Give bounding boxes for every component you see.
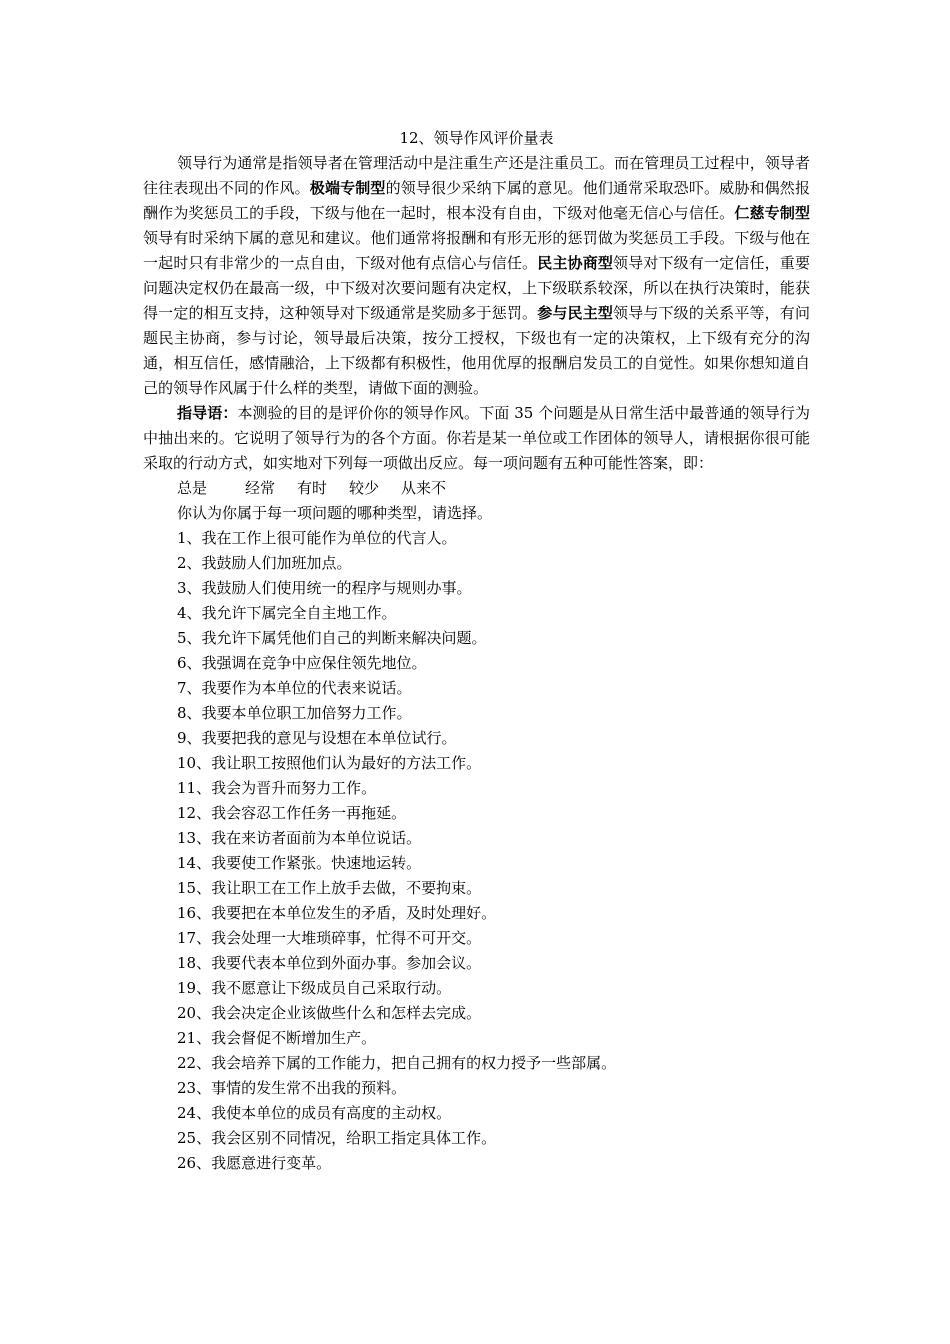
question-item: 7、我要作为本单位的代表来说话。 <box>177 679 412 697</box>
question-item: 19、我不愿意让下级成员自己采取行动。 <box>177 979 452 997</box>
question-item: 11、我会为晋升而努力工作。 <box>177 779 377 797</box>
intro-text-2: 的领导很少采纳下属的意见。他们通常采取恐吓。威胁和偶然报酬作为奖惩员工的手段，下级与他在一起时，根本没有自由，下级对他毫无信心与信任。 <box>143 179 810 222</box>
question-item: 15、我让职工在工作上放手去做，不要拘束。 <box>177 879 482 897</box>
question-item: 18、我要代表本单位到外面办事。参加会议。 <box>177 954 482 972</box>
question-list <box>143 526 810 1176</box>
question-item: 8、我要本单位职工加倍努力工作。 <box>177 704 412 722</box>
question-item: 10、我让职工按照他们认为最好的方法工作。 <box>177 754 482 772</box>
option-always: 总是 <box>177 479 208 497</box>
document-page <box>143 126 810 1176</box>
instructions-text: 本测验的目的是评价你的领导作风。下面 35 个问题是从日常生活中最普通的领导行为中抽出来的。它说明了领导行为的各个方面。你若是某一单位或工作团体的领导人，请根据你很可能采取的行动方式，如实地对下列每一项做出反应。每一项问题有五种可能性答案，即： <box>143 404 810 472</box>
intro-paragraph <box>143 151 810 401</box>
question-item: 3、我鼓励人们使用统一的程序与规则办事。 <box>177 579 472 597</box>
option-seldom: 较少 <box>349 479 380 497</box>
question-item: 24、我使本单位的成员有高度的主动权。 <box>177 1104 452 1122</box>
style-term-participative-democratic: 参与民主型 <box>537 304 614 322</box>
question-item: 14、我要使工作紧张。快速地运转。 <box>177 854 422 872</box>
question-item: 16、我要把在本单位发生的矛盾，及时处理好。 <box>177 904 497 922</box>
intro-text-5: 领导与下级的关系平等，有问题民主协商，参与讨论，领导最后决策，按分工授权，下级也有一定的决策权，上下级有充分的沟通，相互信任，感情融洽，上下级都有积极性，他用优厚的报酬启发员工的自觉性。如果你想知道自己的领导作风属于什么样的类型，请做下面的测验。 <box>143 304 810 397</box>
question-item: 12、我会容忍工作任务一再拖延。 <box>177 804 407 822</box>
question-item: 5、我允许下属凭他们自己的判断来解决问题。 <box>177 629 487 647</box>
question-item: 6、我强调在竞争中应保住领先地位。 <box>177 654 427 672</box>
style-term-extreme-autocratic: 极端专制型 <box>309 179 386 197</box>
intro-text-4: 领导对下级有一定信任，重要问题决定权仍在最高一级，中下级对次要问题有决定权，上下级联系较深，所以在执行决策时，能获得一定的相互支持，这种领导对下级通常是奖励多于惩罚。 <box>143 254 810 322</box>
question-item: 25、我会区别不同情况，给职工指定具体工作。 <box>177 1129 497 1147</box>
question-item: 9、我要把我的意见与设想在本单位试行。 <box>177 729 457 747</box>
question-item: 13、我在来访者面前为本单位说话。 <box>177 829 422 847</box>
selection-prompt: 你认为你属于每一项问题的哪种类型，请选择。 <box>177 504 493 522</box>
question-item: 17、我会处理一大堆琐碎事，忙得不可开交。 <box>177 929 482 947</box>
question-item: 2、我鼓励人们加班加点。 <box>177 554 352 572</box>
question-item: 1、我在工作上很可能作为单位的代言人。 <box>177 529 457 547</box>
option-never: 从来不 <box>401 479 447 497</box>
style-term-benevolent-autocratic: 仁慈专制型 <box>734 204 810 222</box>
question-item: 22、我会培养下属的工作能力，把自己拥有的权力授予一些部属。 <box>177 1054 617 1072</box>
question-item: 23、事情的发生常不出我的预料。 <box>177 1079 407 1097</box>
option-often: 经常 <box>245 479 276 497</box>
page-title: 12、领导作风评价量表 <box>399 129 554 147</box>
style-term-democratic-consultative: 民主协商型 <box>537 254 614 272</box>
question-item: 26、我愿意进行变革。 <box>177 1154 332 1172</box>
option-sometimes: 有时 <box>297 479 328 497</box>
instructions-label: 指导语： <box>177 404 238 422</box>
answer-options <box>143 476 810 501</box>
instructions-paragraph <box>143 401 810 476</box>
intro-text-1: 领导行为通常是指领导者在管理活动中是注重生产还是注重员工。而在管理员工过程中，领导者往往表现出不同的作风。 <box>143 154 810 197</box>
question-item: 21、我会督促不断增加生产。 <box>177 1029 377 1047</box>
intro-text-3: 领导有时采纳下属的意见和建议。他们通常将报酬和有形无形的惩罚做为奖惩员工手段。下级与他在一起时只有非常少的一点自由，下级对他有点信心与信任。 <box>143 229 810 272</box>
question-item: 20、我会决定企业该做些什么和怎样去完成。 <box>177 1004 482 1022</box>
question-item: 4、我允许下属完全自主地工作。 <box>177 604 397 622</box>
